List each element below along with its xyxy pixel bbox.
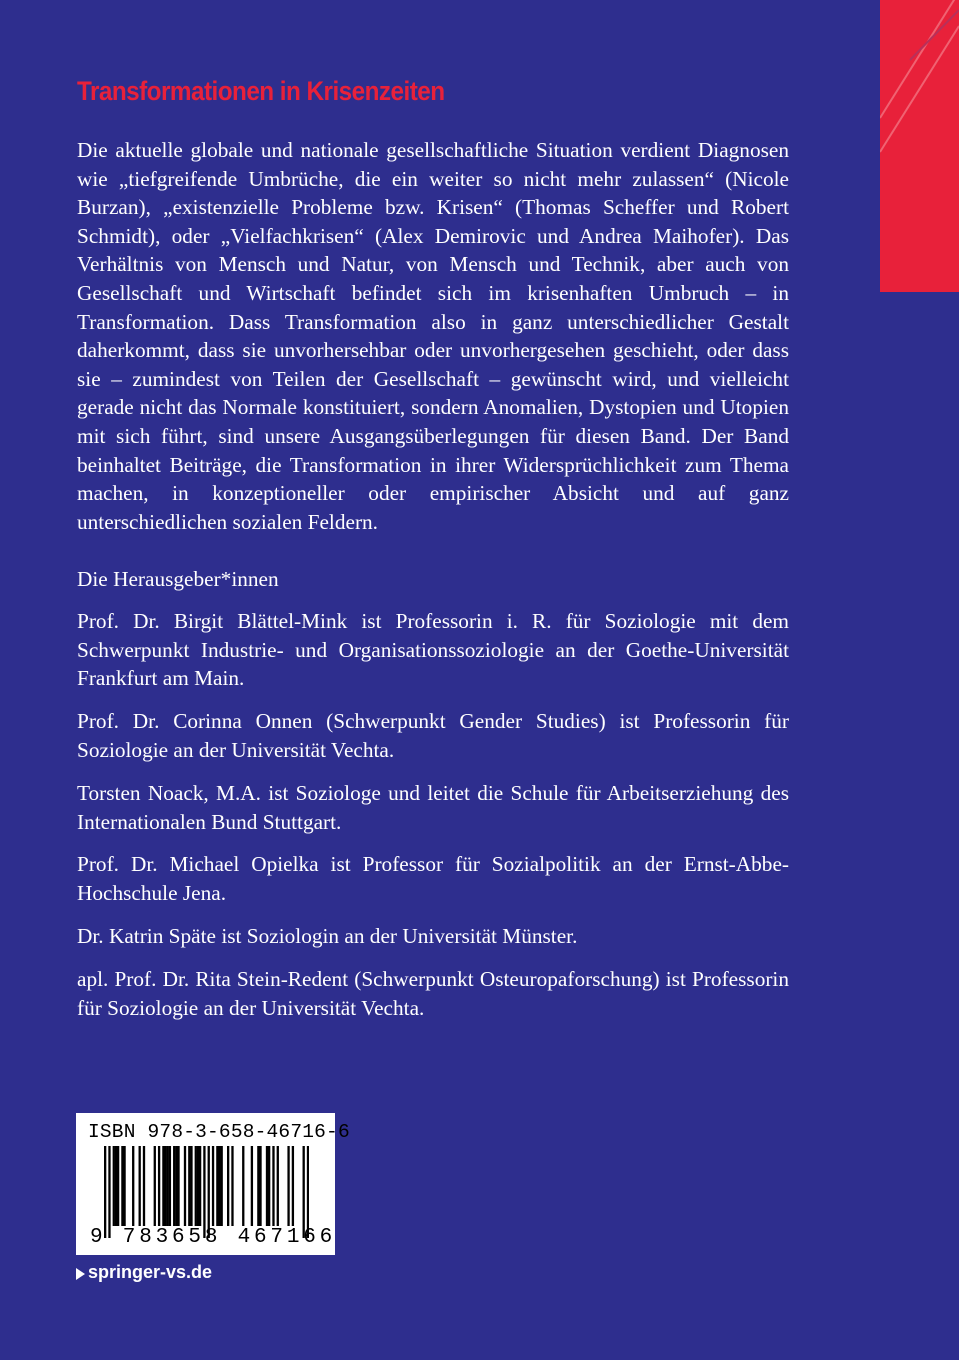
barcode-bar xyxy=(266,1146,268,1226)
barcode-bar xyxy=(117,1146,119,1226)
barcode-bar xyxy=(257,1146,259,1226)
barcode-bar xyxy=(221,1146,223,1226)
barcode-bar xyxy=(115,1146,117,1226)
barcode-bar xyxy=(251,1146,253,1226)
arrow-right-icon xyxy=(76,1268,85,1280)
barcode-bar xyxy=(113,1146,115,1226)
publisher-link[interactable] xyxy=(76,1262,212,1283)
barcode-bar xyxy=(242,1146,244,1226)
barcode-bar xyxy=(303,1146,305,1238)
isbn-barcode xyxy=(76,1113,350,1255)
barcode-bar xyxy=(104,1146,106,1238)
publisher-url: springer-vs.de xyxy=(88,1262,213,1282)
barcode-bar xyxy=(154,1146,156,1226)
barcode-bar xyxy=(197,1146,199,1226)
blurb-text: Die aktuelle globale und nationale gesellschaftliche Situation verdient Diagnosen wie „tiefgreifende Umbrüche, die ein weiter so nicht mehr zulassen“ (Nicole Burzan), „existenzielle Probleme bzw. Krisen“ (Thomas Scheffer und Robert Schmidt), oder „Vielfachkrisen“ (Alex Demirovic und Andrea Maihofer). Das Verhältnis von Mensch und Natur, von Mensch und Technik, aber auch von Gesellschaft und Wirtschaft befindet sich im krisenhaften Umbruch – in Transformation. Dass Transformation also in ganz unterschiedlicher Gestalt daherkommt, dass sie unvorhersehbar oder unvorhergesehen geschieht, oder dass sie – zumindest von Teilen der Gesellschaft – gewünscht wird, und vielleicht gerade nicht das Normale konstituiert, sondern Anomalien, Dystopien und Utopien mit sich führt, sind unsere Ausgangsüberlegungen für diesen Band. Der Band beinhaltet Beiträge, die Transformation in ihrer Widersprüchlichkeit zum Thema machen, in konzeptioneller oder empirischer Absicht und auf ganz unterschiedlichen sozialen Feldern. xyxy=(77,138,789,534)
editor-bio: Prof. Dr. Corinna Onnen (Schwerpunkt Gender Studies) ist Professorin für Soziologie an der Universität Vechta. xyxy=(77,709,789,762)
barcode-bar xyxy=(177,1146,179,1226)
editor-bio: Torsten Noack, M.A. ist Soziologe und leitet die Schule für Arbeitserziehung des Internationalen Bund Stuttgart. xyxy=(77,781,789,834)
barcode-bar xyxy=(259,1146,261,1226)
barcode-bar xyxy=(231,1146,233,1226)
barcode-bar xyxy=(287,1146,289,1226)
barcode-bar xyxy=(218,1146,220,1226)
barcode-bar xyxy=(143,1146,145,1226)
barcode-bar xyxy=(184,1146,186,1226)
red-accent-band xyxy=(880,0,959,292)
ean-digits: 9 783658 467166 xyxy=(90,1226,337,1249)
barcode-bar xyxy=(173,1146,175,1226)
barcode-bar xyxy=(123,1146,125,1226)
barcode-bar xyxy=(203,1146,205,1238)
barcode-bar xyxy=(272,1146,274,1226)
barcode-bar xyxy=(121,1146,123,1226)
isbn-label: ISBN 978-3-658-46716-6 xyxy=(88,1121,350,1143)
barcode-bar xyxy=(132,1146,134,1226)
barcode-bar xyxy=(208,1146,210,1238)
barcode-bar xyxy=(195,1146,197,1226)
editors-heading: Die Herausgeber*innen xyxy=(77,567,279,591)
book-title: Transformationen in Krisenzeiten xyxy=(77,76,445,106)
editor-bio: Dr. Katrin Späte ist Soziologin an der Universität Münster. xyxy=(77,924,578,948)
barcode-bar xyxy=(292,1146,294,1226)
barcode-bar xyxy=(162,1146,164,1226)
barcode-bar xyxy=(139,1146,141,1226)
barcode-bar xyxy=(212,1146,214,1226)
barcode-bar xyxy=(108,1146,110,1238)
barcode-bar xyxy=(169,1146,171,1226)
editor-bio: apl. Prof. Dr. Rita Stein-Redent (Schwerpunkt Osteuropaforschung) ist Professorin für Soziologie an der Universität Vechta. xyxy=(77,967,789,1020)
barcode-bars xyxy=(104,1146,309,1238)
barcode-bar xyxy=(164,1146,166,1226)
diagonal-stripes-decoration xyxy=(880,0,959,292)
barcode-bar xyxy=(167,1146,169,1226)
barcode-bar xyxy=(268,1146,270,1226)
barcode-bar xyxy=(216,1146,218,1226)
editor-bio: Prof. Dr. Birgit Blättel-Mink ist Professorin i. R. für Soziologie mit dem Schwerpunkt Industrie- und Organisationssoziologie an der Goethe-Universität Frankfurt am Main. xyxy=(77,609,789,691)
editor-bio: Prof. Dr. Michael Opielka ist Professor für Sozialpolitik an der Ernst-Abbe-Hochschule Jena. xyxy=(77,852,789,905)
barcode-bar xyxy=(277,1146,279,1226)
barcode-bar xyxy=(307,1146,309,1238)
barcode-bar xyxy=(158,1146,160,1226)
barcode-bar xyxy=(199,1146,201,1226)
barcode-bar xyxy=(175,1146,177,1226)
barcode-bar xyxy=(188,1146,190,1226)
barcode-bar xyxy=(227,1146,229,1226)
barcode-bar xyxy=(190,1146,192,1226)
